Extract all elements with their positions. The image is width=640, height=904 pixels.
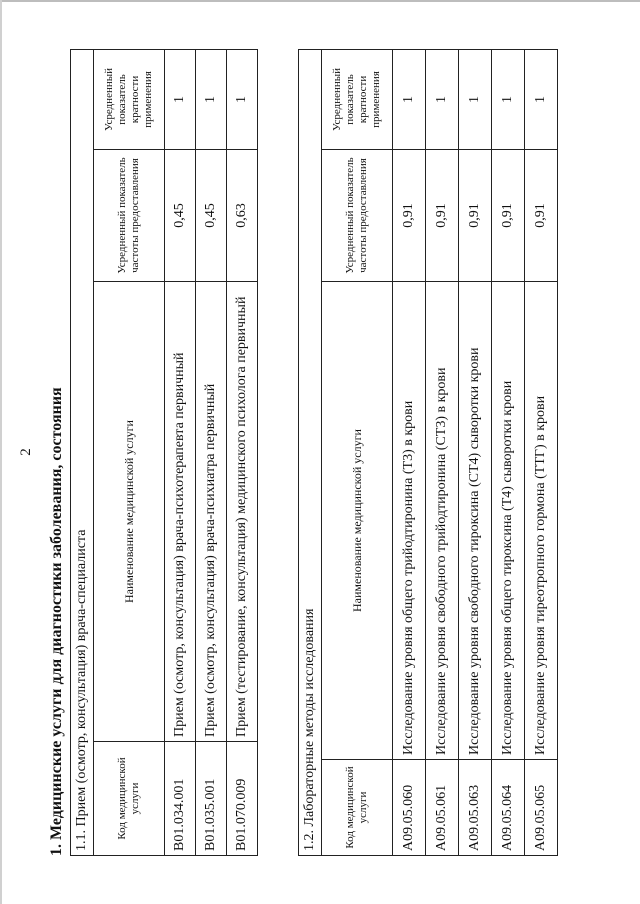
multiplicity-value: 1 [459,49,492,149]
multiplicity-value: 1 [525,49,558,149]
services-table-consultations [70,49,258,856]
table-row [227,49,258,855]
service-code: В01.035.001 [196,742,227,856]
header-frequency: Усредненный показатель частоты предоставления [94,150,165,282]
services-table-laboratory [298,49,558,856]
frequency-value: 0,91 [492,150,525,282]
section-title-row [71,49,94,855]
service-code: В01.070.009 [227,742,258,856]
header-row [94,49,165,855]
frequency-value: 0,91 [525,150,558,282]
service-code: А09.05.063 [459,760,492,856]
header-frequency: Усредненный показатель частоты предоставления [322,150,393,282]
service-code: А09.05.061 [426,760,459,856]
table-row [426,49,459,855]
multiplicity-value: 1 [426,49,459,149]
multiplicity-value: 1 [393,49,426,149]
header-code: Код медицинской услуги [322,760,393,856]
service-name: Исследование уровня свободного тироксина (СТ4) сыворотки крови [459,282,492,760]
header-multiplicity: Усредненный показатель кратности применения [94,49,165,149]
table-row [525,49,558,855]
table-row [393,49,426,855]
header-name: Наименование медицинской услуги [322,282,393,760]
service-code: А09.05.064 [492,760,525,856]
main-heading: 1. Медицинские услуги для диагностики заболевания, состояния [48,387,65,856]
frequency-value: 0,45 [165,150,196,282]
frequency-value: 0,45 [196,150,227,282]
service-name: Прием (осмотр, консультация) врача-психиатра первичный [196,282,227,742]
service-name: Исследование уровня тиреотропного гормона (ТТГ) в крови [525,282,558,760]
header-code: Код медицинской услуги [94,742,165,856]
service-name: Прием (осмотр, консультация) врача-психотерапевта первичный [165,282,196,742]
service-code: А09.05.065 [525,760,558,856]
multiplicity-value: 1 [492,49,525,149]
service-name: Прием (тестирование, консультация) медицинского психолога первичный [227,282,258,742]
section-title: 1.1. Прием (осмотр, консультация) врача-специалиста [71,49,94,855]
header-multiplicity: Усредненный показатель кратности применения [322,49,393,149]
multiplicity-value: 1 [196,49,227,149]
multiplicity-value: 1 [165,49,196,149]
header-name: Наименование медицинской услуги [94,282,165,742]
table-row [196,49,227,855]
service-name: Исследование уровня общего тироксина (Т4) сыворотки крови [492,282,525,760]
frequency-value: 0,63 [227,150,258,282]
service-code: А09.05.060 [393,760,426,856]
frequency-value: 0,91 [426,150,459,282]
table-row [492,49,525,855]
table-row [165,49,196,855]
section-title: 1.2. Лабораторные методы исследования [299,49,322,855]
page-number: 2 [18,448,34,456]
table-row [459,49,492,855]
section-title-row [299,49,322,855]
service-code: В01.034.001 [165,742,196,856]
multiplicity-value: 1 [227,49,258,149]
header-row [322,49,393,855]
service-name: Исследование уровня общего трийодтиронина (Т3) в крови [393,282,426,760]
frequency-value: 0,91 [459,150,492,282]
service-name: Исследование уровня свободного трийодтиронина (СТ3) в крови [426,282,459,760]
frequency-value: 0,91 [393,150,426,282]
